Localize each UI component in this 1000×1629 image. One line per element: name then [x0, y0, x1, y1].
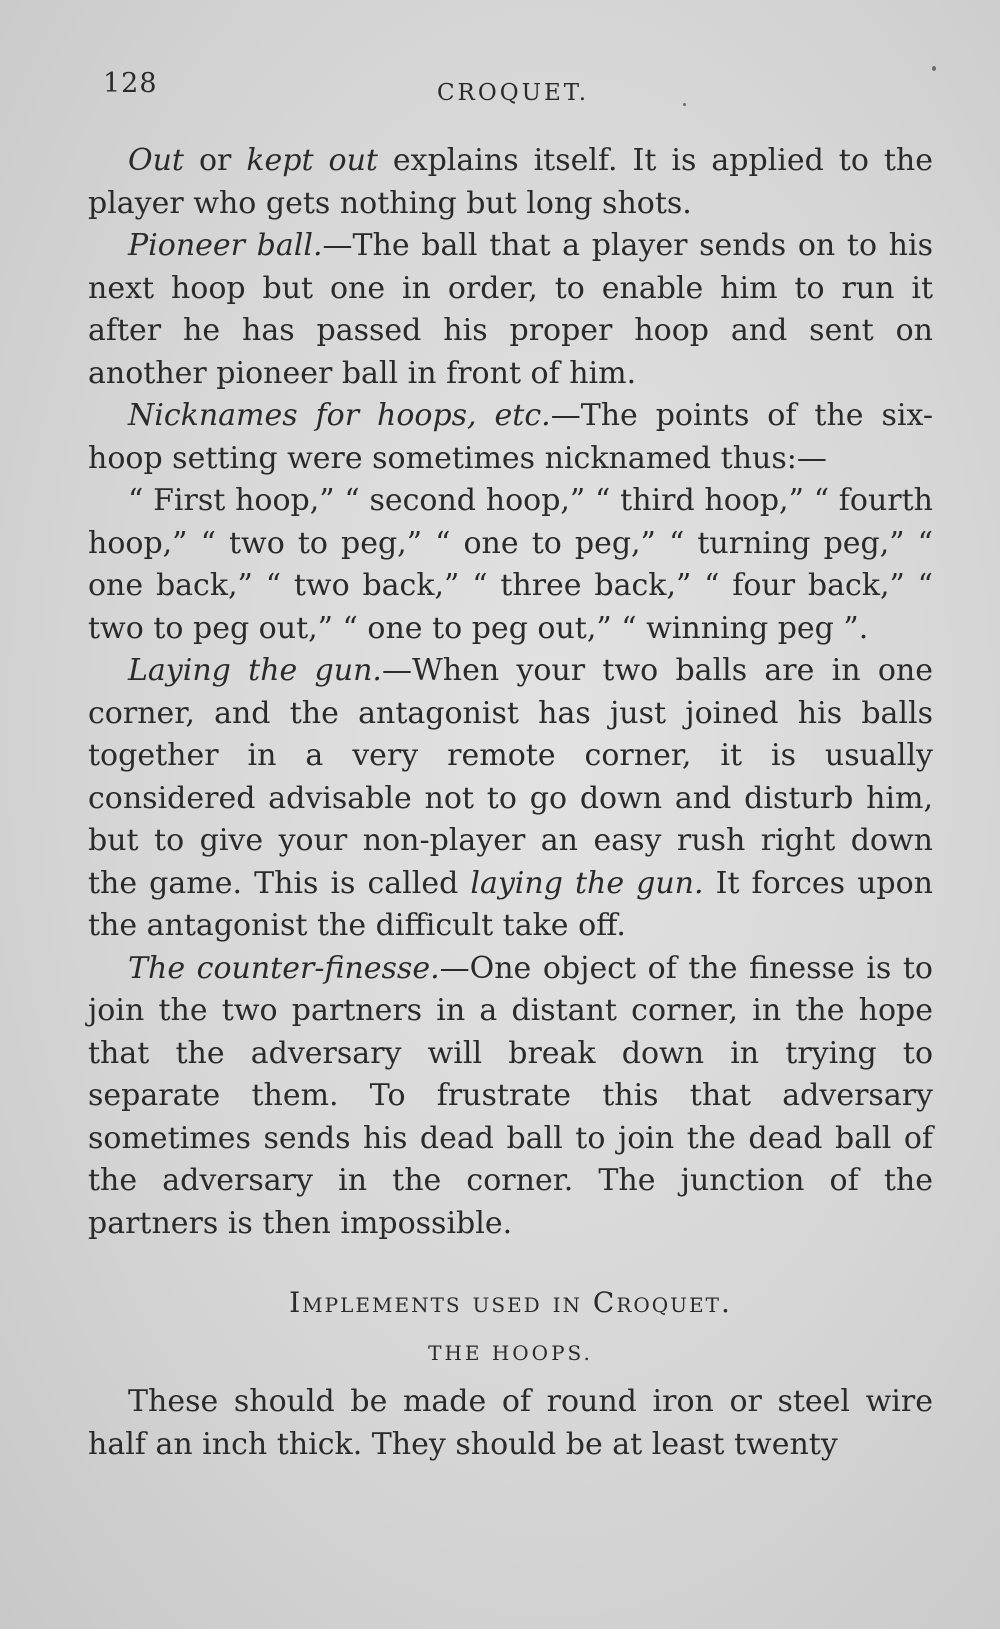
- term-kept-out: kept out: [246, 143, 378, 178]
- term-laying-the-gun: Laying the gun.: [128, 653, 382, 688]
- paragraph-hoops: [88, 1381, 933, 1466]
- paragraph-out: [88, 140, 933, 225]
- section-heading: Implements used in Croquet.: [289, 1286, 732, 1319]
- paragraph-text: “ First hoop,” “ second hoop,” “ third hoop,” “ fourth hoop,” “ two to peg,” “ one to peg,” “ turning peg,” “ one back,” “ two back,” “ three back,” “ four back,” “ two to peg out,” “ one to peg out,” “ winning peg ”.: [88, 483, 933, 646]
- paragraph-text-after: It forces upon the antagonist the difficult take off.: [88, 865, 933, 943]
- running-head: [103, 68, 923, 108]
- paper-speck: [932, 66, 936, 71]
- term-counter-finesse: The counter-finesse.: [128, 950, 440, 986]
- paragraph-text: —When your two balls are in one corner, and the antagonist has just joined his balls together in a very remote corner, it is usually considered advisable not to go down and disturb him, but to give your non-player an easy rush right down the game. This is called: [88, 653, 934, 901]
- page-number: 128: [103, 68, 158, 99]
- term-out: Out: [128, 143, 184, 178]
- paragraph-nickname-list: [88, 480, 933, 650]
- body-text: [88, 140, 933, 1466]
- paper-speck: [683, 103, 686, 106]
- paragraph-laying-the-gun: [88, 650, 933, 948]
- paragraph-nicknames: [88, 395, 933, 480]
- paragraph-text: explains itself. It is applied to the player who gets nothing but long shots.: [88, 143, 933, 221]
- paragraph-text: —One object of the finesse is to join the two partners in a distant corner, in the hope that the adversary will break down in trying to separate them. To frustrate this that adversary sometimes sends his dead ball to join the dead ball of the adversary in the corner. The junction of the partners is then impossible.: [88, 950, 933, 1241]
- section-subheading: THE HOOPS.: [428, 1341, 593, 1365]
- term-nicknames: Nicknames for hoops, etc.: [128, 398, 551, 433]
- paragraph-text: These should be made of round iron or steel wire half an inch thick. They should be at least twenty: [88, 1384, 933, 1462]
- paragraph-text: —The points of the six-hoop setting were sometimes nicknamed thus:—: [88, 398, 933, 476]
- italic-reference: laying the gun.: [470, 865, 704, 901]
- term-pioneer-ball: Pioneer ball.: [128, 228, 323, 263]
- paragraph-text: —The ball that a player sends on to his next hoop but one in order, to enable him to run it after he has passed his proper hoop and sent on another pioneer ball in front of him.: [88, 228, 933, 391]
- paragraph-counter-finesse: [88, 948, 933, 1246]
- paragraph-pioneer-ball: [88, 225, 933, 395]
- running-title: CROQUET.: [436, 80, 590, 106]
- term-connector: or: [183, 143, 247, 178]
